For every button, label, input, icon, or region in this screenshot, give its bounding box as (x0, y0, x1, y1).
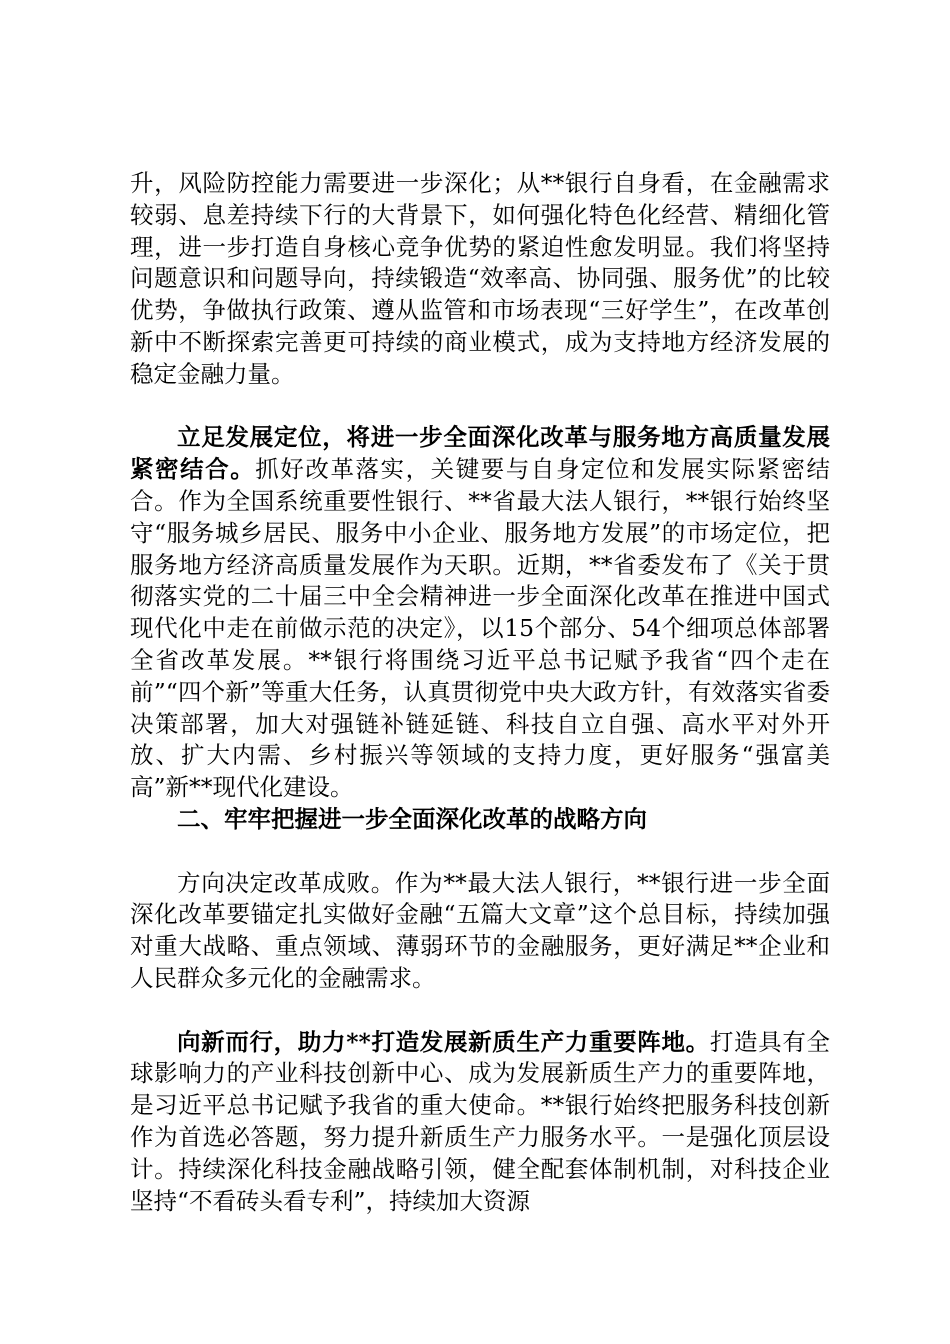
section-heading-2: 二、牢牢把握进一步全面深化改革的战略方向 (177, 804, 647, 833)
paragraph-development-positioning (130, 422, 830, 804)
paragraph-lead-bold: 向新而行，助力**打造发展新质生产力重要阵地。 (177, 1027, 710, 1056)
paragraph-text: 升，风险防控能力需要进一步深化；从**银行自身看，在金融需求较弱、息差持续下行的大背景下，如何强化特色化经营、精细化管理，进一步打造自身核心竞争优势的紧迫性愈发明显。我们将坚持问题意识和问题导向，持续锻造“效率高、协同强、服务优”的比较优势，争做执行政策、遵从监管和市场表现“三好学生”，在改革创新中不断探索完善更可持续的商业模式，成为支持地方经济发展的稳定金融力量。 (130, 169, 830, 388)
paragraph-risk-control (130, 168, 830, 391)
paragraph-lead-bold: 立足发展定位，将进一步全面深化改革与服务地方高质量发展紧密结合。 (130, 423, 830, 484)
paragraph-text: 抓好改革落实，关键要与自身定位和发展实际紧密结合。作为全国系统重要性银行、**省最大法人银行，**银行始终坚守“服务城乡居民、服务中小企业、服务地方发展”的市场定位，把服务地方经济高质量发展作为天职。近期，**省委发布了《关于贯彻落实党的二十届三中全会精神进一步全面深化改革在推进中国式现代化中走在前做示范的决定》，以15个部分、54个细项总体部署全省改革发展。**银行将围绕习近平总书记赋予我省“四个走在前”“四个新”等重大任务，认真贯彻党中央大政方针，有效落实省委决策部署，加大对强链补链延链、科技自立自强、高水平对外开放、扩大内需、乡村振兴等领域的支持力度，更好服务“强富美高”新**现代化建设。 (130, 455, 831, 802)
paragraph-text: 打造具有全球影响力的产业科技创新中心、成为发展新质生产力的重要阵地，是习近平总书记赋予我省的重大使命。**银行始终把服务科技创新作为首选必答题，努力提升新质生产力服务水平。一是强化顶层设计。持续深化科技金融战略引领，健全配套体制机制，对科技企业坚持“不看砖头看专利”，持续加大资源 (130, 1027, 831, 1215)
paragraph-text: 方向决定改革成败。作为**最大法人银行，**银行进一步全面深化改革要锚定扎实做好金融“五篇大文章”这个总目标，持续加强对重大战略、重点领域、薄弱环节的金融服务，更好满足**企业和人民群众多元化的金融需求。 (130, 868, 830, 992)
paragraph-new-productivity (130, 1027, 830, 1218)
document-body (130, 168, 830, 1217)
paragraph-strategic-direction (130, 868, 830, 995)
